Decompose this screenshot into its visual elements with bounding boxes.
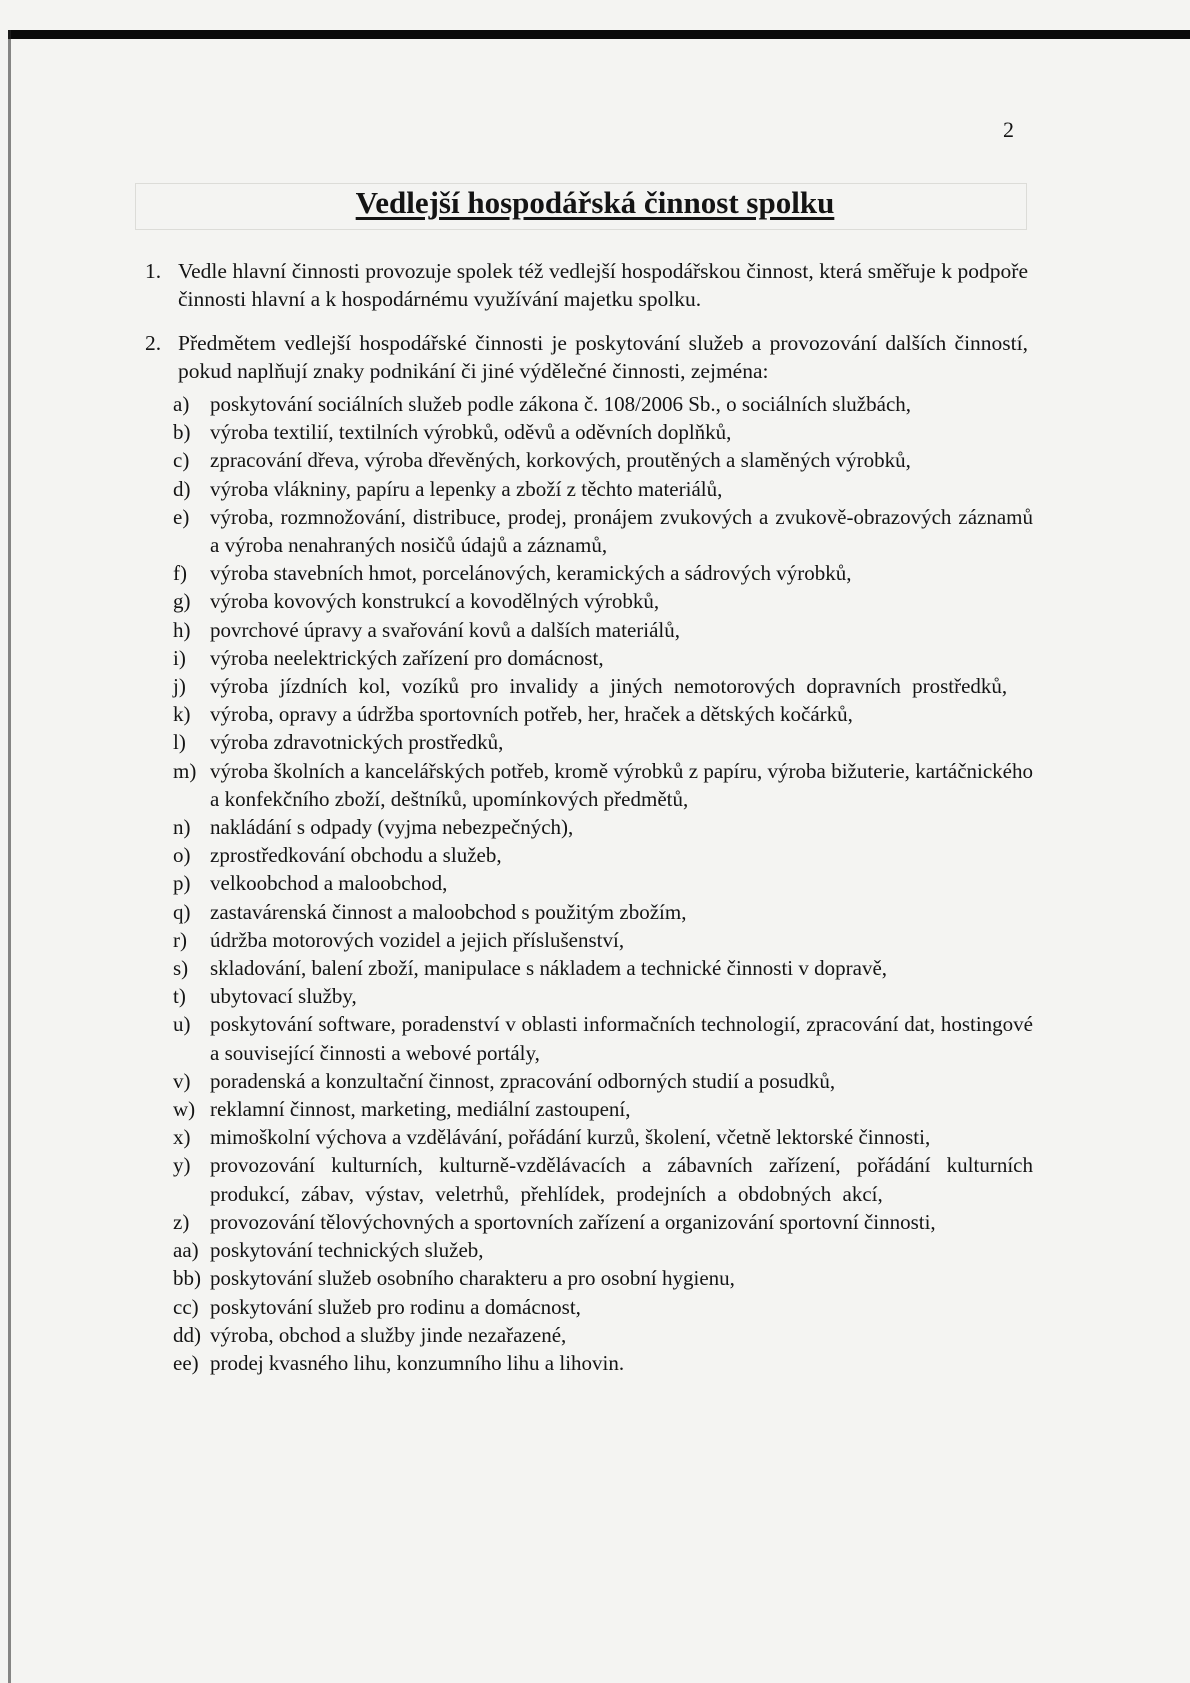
paragraph-text: Vedle hlavní činnosti provozuje spolek též vedlejší hospodářskou činnost, která směřuje k podpoře činnosti hlavní a k hospodárnému využívání majetku spolku.: [178, 259, 1028, 311]
list-item-text: poskytování služeb osobního charakteru a pro osobní hygienu,: [210, 1266, 735, 1291]
list-item-label: l): [173, 730, 186, 755]
list-item-text: zpracování dřeva, výroba dřevěných, korkových, proutěných a slaměných výrobků,: [210, 448, 911, 473]
list-item: [173, 1010, 1033, 1066]
page-number: 2: [1003, 117, 1014, 142]
list-item: [173, 982, 1033, 1010]
list-item-label: p): [173, 871, 191, 896]
list-item: [173, 700, 1033, 728]
list-item: [173, 841, 1033, 869]
list-item-label: g): [173, 589, 191, 614]
list-item: [173, 954, 1033, 982]
list-item-label: e): [173, 504, 190, 529]
list-item-text: poradenská a konzultační činnost, zpracování odborných studií a posudků,: [210, 1068, 836, 1093]
paragraph-text: Předmětem vedlejší hospodářské činnosti je poskytování služeb a provozování dalších činností, pokud naplňují znaky podnikání či jiné výdělečné činnosti, zejména:: [178, 331, 1028, 383]
list-item: [173, 1151, 1033, 1207]
list-item: [173, 672, 1033, 700]
list-item: [173, 1264, 1033, 1292]
list-item: [173, 1208, 1033, 1236]
list-item-label: h): [173, 617, 191, 642]
paragraph-number: 1.: [145, 259, 162, 283]
list-item-label: s): [173, 956, 189, 981]
list-item-label: j): [173, 674, 186, 699]
list-item-text: poskytování software, poradenství v oblasti informačních technologií, zpracování dat, hostingové a související činnosti a webové portály,: [210, 1012, 1033, 1065]
list-item: [173, 869, 1033, 897]
list-item-text: nakládání s odpady (vyjma nebezpečných),: [210, 815, 574, 840]
list-item: [173, 1095, 1033, 1123]
list-item: [173, 926, 1033, 954]
list-item-text: výroba zdravotnických prostředků,: [210, 730, 504, 755]
list-item: [173, 446, 1033, 474]
list-item-label: aa): [173, 1238, 199, 1263]
activity-list: [173, 390, 1033, 1377]
document-title: Vedlejší hospodářská činnost spolku: [355, 185, 835, 220]
list-item-text: velkoobchod a maloobchod,: [210, 871, 448, 896]
list-item-label: c): [173, 448, 190, 473]
list-item-label: v): [173, 1068, 191, 1093]
list-item-text: výroba vlákniny, papíru a lepenky a zboží z těchto materiálů,: [210, 476, 723, 501]
list-item-label: d): [173, 476, 191, 501]
list-item: [173, 1321, 1033, 1349]
list-item-label: r): [173, 927, 187, 952]
list-item-text: výroba neelektrických zařízení pro domácnost,: [210, 645, 604, 670]
list-item: [173, 475, 1033, 503]
list-item-text: poskytování služeb pro rodinu a domácnost,: [210, 1294, 581, 1319]
list-item-label: w): [173, 1097, 196, 1122]
list-item-label: b): [173, 420, 191, 445]
list-item: [173, 1123, 1033, 1151]
scan-top-border: [8, 30, 1190, 39]
list-item-text: poskytování sociálních služeb podle zákona č. 108/2006 Sb., o sociálních službách,: [210, 392, 912, 416]
list-item-label: t): [173, 984, 186, 1009]
list-item-label: u): [173, 1012, 191, 1037]
list-item: [173, 757, 1033, 813]
list-item-text: zprostředkování obchodu a služeb,: [210, 843, 502, 868]
list-item-label: cc): [173, 1294, 199, 1319]
paragraph-1: [145, 257, 1045, 317]
list-item-text: údržba motorových vozidel a jejich příslušenství,: [210, 927, 625, 952]
list-item-text: výroba, obchod a služby jinde nezařazené,: [210, 1322, 567, 1347]
list-item: [173, 559, 1033, 587]
paragraph-2: [145, 329, 1045, 389]
list-item: [173, 1293, 1033, 1321]
paragraph-number: 2.: [145, 331, 162, 355]
list-item-label: q): [173, 899, 191, 924]
list-item-label: z): [173, 1209, 190, 1234]
list-item-text: výroba stavebních hmot, porcelánových, keramických a sádrových výrobků,: [210, 561, 852, 586]
list-item-label: m): [173, 758, 197, 783]
list-item: [173, 898, 1033, 926]
list-item-text: výroba kovových konstrukcí a kovodělných výrobků,: [210, 589, 660, 614]
list-item-label: i): [173, 645, 186, 670]
list-item-label: a): [173, 392, 190, 416]
list-item-text: zastavárenská činnost a maloobchod s použitým zbožím,: [210, 899, 687, 924]
list-item: [173, 503, 1033, 559]
list-item-label: ee): [173, 1350, 199, 1375]
list-item-text: provozování tělovýchovných a sportovních zařízení a organizování sportovní činnosti,: [210, 1209, 936, 1234]
list-item-text: povrchové úpravy a svařování kovů a dalších materiálů,: [210, 617, 681, 642]
list-item-text: poskytování technických služeb,: [210, 1238, 484, 1263]
scan-left-edge: [8, 30, 11, 1683]
list-item-text: výroba školních a kancelářských potřeb, kromě výrobků z papíru, výroba bižuterie, kartáčnického a konfekčního zboží, deštníků, upomínkových předmětů,: [210, 758, 1033, 811]
list-item-text: provozování kulturních, kulturně-vzdělávacích a zábavních zařízení, pořádání kulturních produkcí, zábav, výstav, veletrhů, přehlídek, prodejních a obdobných akcí,: [210, 1153, 1033, 1206]
list-item: [173, 587, 1033, 615]
list-item: [173, 1349, 1033, 1377]
list-item: [173, 1067, 1033, 1095]
list-item: [173, 644, 1033, 672]
list-item: [173, 813, 1033, 841]
list-item-text: prodej kvasného lihu, konzumního lihu a lihovin.: [210, 1350, 625, 1375]
list-item: [173, 418, 1033, 446]
list-item: [173, 616, 1033, 644]
list-item-label: n): [173, 815, 191, 840]
list-item-label: o): [173, 843, 191, 868]
list-item-label: x): [173, 1125, 191, 1150]
list-item-label: bb): [173, 1266, 201, 1291]
list-item-text: skladování, balení zboží, manipulace s nákladem a technické činnosti v dopravě,: [210, 956, 888, 981]
list-item-label: f): [173, 561, 187, 586]
list-item: [173, 728, 1033, 756]
list-item-label: dd): [173, 1322, 201, 1347]
list-item-text: výroba textilií, textilních výrobků, oděvů a oděvních doplňků,: [210, 420, 732, 445]
list-item-text: výroba, opravy a údržba sportovních potřeb, her, hraček a dětských kočárků,: [210, 702, 853, 727]
list-item-text: výroba jízdních kol, vozíků pro invalidy a jiných nemotorových dopravních prostředků,: [210, 674, 1008, 699]
list-item-label: y): [173, 1153, 191, 1178]
list-item-text: reklamní činnost, marketing, mediální zastoupení,: [210, 1097, 631, 1122]
list-item-text: výroba, rozmnožování, distribuce, prodej, pronájem zvukových a zvukově-obrazových záznamů a výroba nenahraných nosičů údajů a záznamů,: [210, 504, 1033, 558]
list-item-text: ubytovací služby,: [210, 984, 357, 1009]
list-item-label: k): [173, 702, 191, 727]
list-item-text: mimoškolní výchova a vzdělávání, pořádání kurzů, školení, včetně lektorské činnosti,: [210, 1125, 931, 1150]
list-item: [173, 390, 1033, 418]
list-item: [173, 1236, 1033, 1264]
